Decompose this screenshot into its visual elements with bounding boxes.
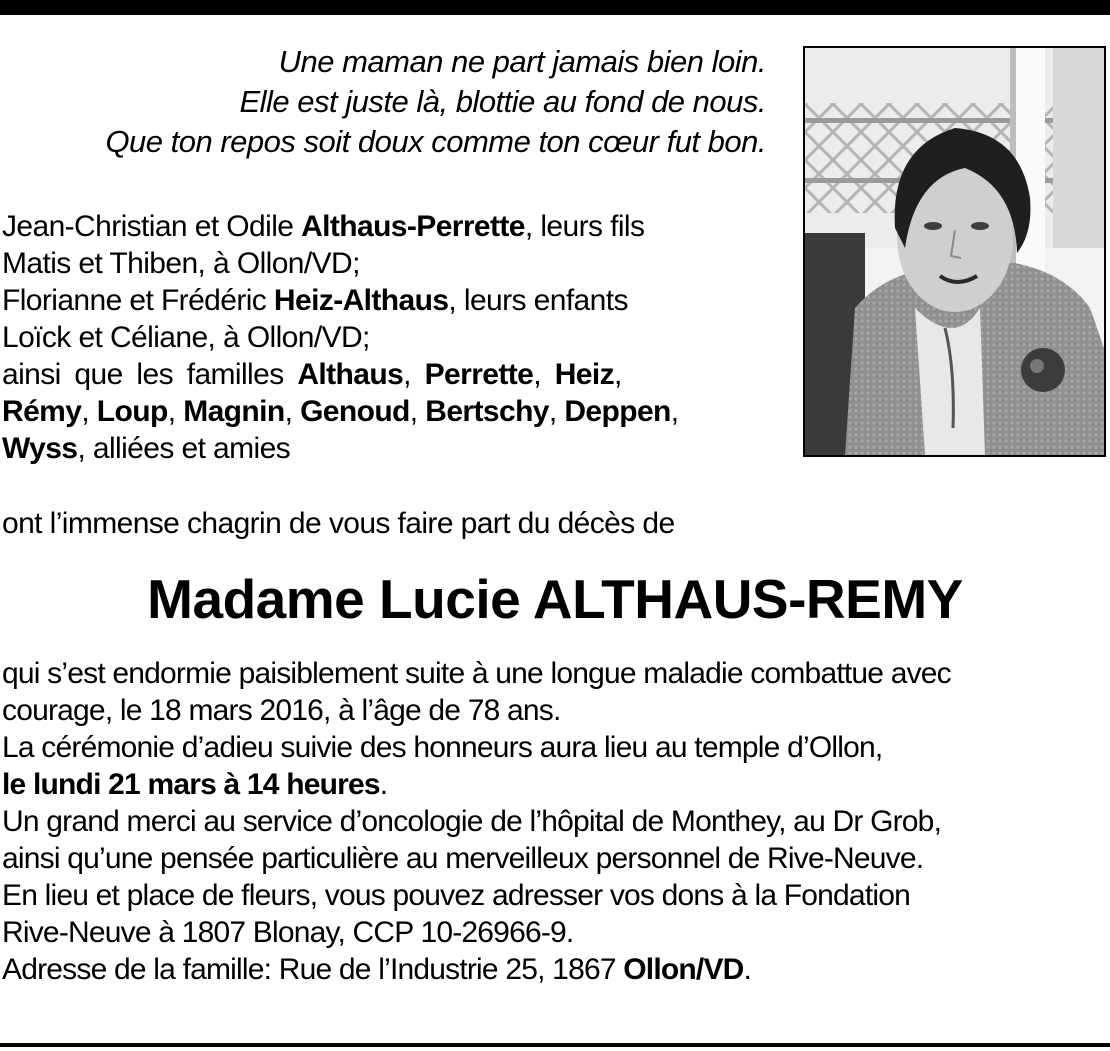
- body-line: [2, 766, 1108, 803]
- body-line: En lieu et place de fleurs, vous pouvez adresser vos dons à la Fondation: [2, 879, 910, 912]
- top-rule: [0, 0, 1110, 15]
- bottom-rule: [0, 1043, 1110, 1047]
- family-text: , leurs fils: [524, 210, 645, 243]
- family-text: , alliées et amies: [77, 432, 291, 465]
- family-line: [2, 319, 768, 356]
- family-text: ,: [167, 395, 184, 428]
- ceremony-date: le lundi 21 mars à 14 heures: [2, 768, 380, 801]
- family-address-place: Ollon/VD: [623, 953, 744, 986]
- body-line: [2, 951, 1108, 988]
- family-text: ,: [403, 358, 425, 391]
- body-line: Rive-Neuve à 1807 Blonay, CCP 10-26966-9.: [2, 916, 574, 949]
- family-name-bold: Wyss: [2, 432, 78, 465]
- body-text: .: [743, 953, 752, 986]
- family-text: Jean-Christian et Odile: [2, 210, 302, 243]
- body-line: courage, le 18 mars 2016, à l’âge de 78 ans.: [2, 694, 561, 727]
- family-text: ,: [533, 358, 555, 391]
- family-text: ,: [614, 358, 622, 391]
- family-text: , leurs enfants: [448, 284, 628, 317]
- body-line: La cérémonie d’adieu suivie des honneurs aura lieu au temple d’Ollon,: [2, 731, 883, 764]
- family-line: [2, 356, 768, 393]
- family-name-bold: Althaus: [297, 358, 404, 391]
- family-announcement: [2, 208, 768, 467]
- family-line: [2, 430, 768, 467]
- family-line: [2, 208, 768, 245]
- body-line: Un grand merci au service d’oncologie de l’hôpital de Monthey, au Dr Grob,: [2, 805, 942, 838]
- poem-line: Que ton repos soit doux comme ton cœur fut bon.: [105, 124, 766, 159]
- family-line: [2, 245, 768, 282]
- family-name-bold: Rémy: [2, 395, 82, 428]
- family-text: ,: [81, 395, 97, 428]
- family-line: [2, 393, 768, 430]
- poem-line: Elle est juste là, blottie au fond de nous.: [239, 84, 766, 119]
- poem-line: Une maman ne part jamais bien loin.: [278, 44, 766, 79]
- intro-text: ont l’immense chagrin de vous faire part du décès de: [2, 507, 675, 540]
- family-line: [2, 282, 768, 319]
- family-name-bold: Loup: [96, 395, 168, 428]
- obituary-body: [2, 655, 1108, 988]
- family-name-bold: Heiz: [554, 358, 615, 391]
- family-text: Matis et Thiben, à Ollon/VD;: [2, 247, 360, 280]
- poem-quote: [0, 42, 766, 162]
- family-text: Loïck et Céliane, à Ollon/VD;: [2, 321, 370, 354]
- family-text: ,: [284, 395, 301, 428]
- family-text: ,: [409, 395, 426, 428]
- family-name-bold: Althaus-Perrette: [301, 210, 525, 243]
- family-name-bold: Bertschy: [425, 395, 549, 428]
- family-name-bold: Deppen: [564, 395, 671, 428]
- body-line: qui s’est endormie paisiblement suite à une longue maladie combattue avec: [2, 657, 951, 690]
- family-name-bold: Magnin: [183, 395, 285, 428]
- family-name-bold: Genoud: [300, 395, 410, 428]
- family-name-bold: Heiz-Althaus: [273, 284, 449, 317]
- portrait-photo-icon: [803, 46, 1106, 457]
- family-text: ,: [670, 395, 679, 428]
- family-text: ,: [548, 395, 565, 428]
- body-line: ainsi qu’une pensée particulière au merveilleux personnel de Rive-Neuve.: [2, 842, 924, 875]
- family-text: Florianne et Frédéric: [2, 284, 274, 317]
- family-name-bold: Perrette: [424, 358, 534, 391]
- body-text: Adresse de la famille: Rue de l’Industrie 25, 1867: [2, 953, 624, 986]
- deceased-name-heading: Madame Lucie ALTHAUS-REMY: [147, 568, 963, 630]
- family-text: ainsi que les familles: [2, 358, 298, 391]
- body-text: .: [379, 768, 388, 801]
